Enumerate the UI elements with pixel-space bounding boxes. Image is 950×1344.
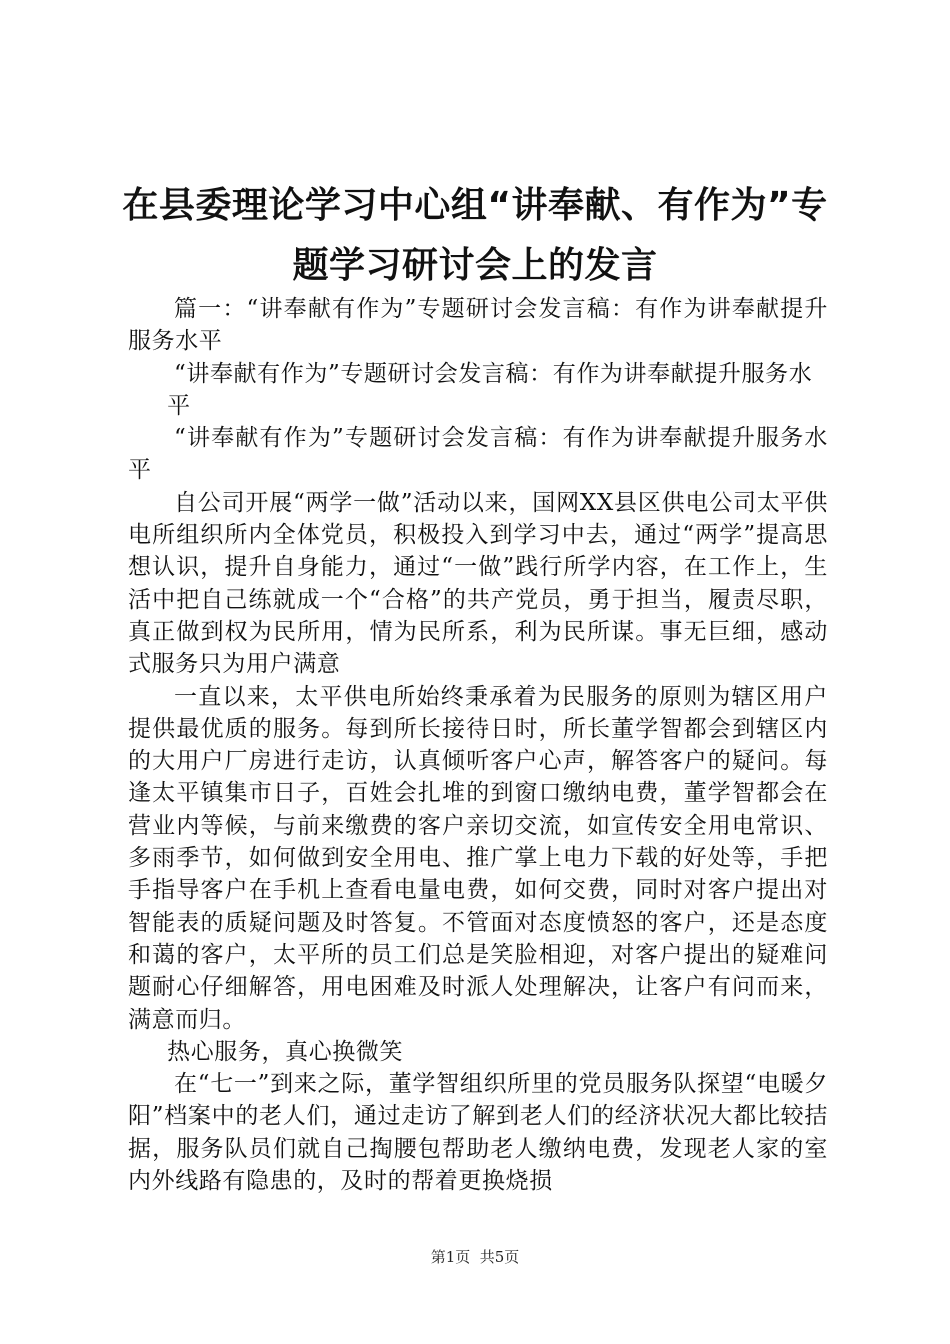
paragraph: 平 <box>167 392 191 419</box>
paragraph: “讲奉献有作为”专题研讨会发言稿：有作为讲奉献提升服务水 <box>174 360 813 387</box>
section-heading: 热心服务，真心换微笑 <box>167 1038 404 1065</box>
title-line-1: 在县委理论学习中心组“讲奉献、有作为”专 <box>122 185 828 226</box>
page-footer <box>0 1247 950 1267</box>
paragraph: 篇一：“讲奉献有作为”专题研讨会发言稿：有作为讲奉献提升服务水平 <box>128 296 828 355</box>
title-line-2: 题学习研讨会上的发言 <box>292 245 658 286</box>
paragraph: 自公司开展“两学一做”活动以来，国网XX县区供电公司太平供电所组织所内全体党员，积极投入到学习中去，通过“两学”提高思想认识，提升自身能力，通过“一做”践行所学内容，在工作上，生活中把自己练就成一个“合格”的共产党员，勇于担当，履责尽职，真正做到权为民所用，情为民所系，利为民所谋。事无巨细，感动式服务只为用户满意 <box>128 489 828 678</box>
document-title <box>120 176 830 296</box>
paragraph: “讲奉献有作为”专题研讨会发言稿：有作为讲奉献提升服务水平 <box>128 425 828 484</box>
paragraph: 一直以来，太平供电所始终秉承着为民服务的原则为辖区用户提供最优质的服务。每到所长接待日时，所长董学智都会到辖区内的大用户厂房进行走访，认真倾听客户心声，解答客户的疑问。每逢太平镇集市日子，百姓会扎堆的到窗口缴纳电费，董学智都会在营业内等候，与前来缴费的客户亲切交流，如宣传安全用电常识、多雨季节，如何做到安全用电、推广掌上电力下载的好处等，手把手指导客户在手机上查看电量电费，如何交费，同时对客户提出对智能表的质疑问题及时答复。不管面对态度愤怒的客户，还是态度和蔼的客户，太平所的员工们总是笑脸相迎，对客户提出的疑难问题耐心仔细解答，用电困难及时派人处理解决，让客户有问而来，满意而归。 <box>128 683 828 1033</box>
document-body <box>128 293 828 1197</box>
paragraph: 在“七一”到来之际，董学智组织所里的党员服务队探望“电暖夕阳”档案中的老人们，通过走访了解到老人们的经济状况大都比较拮据，服务队员们就自己掏腰包帮助老人缴纳电费，发现老人家的室内外线路有隐患的，及时的帮着更换烧损 <box>128 1071 828 1195</box>
page-number: 第1页 共5页 <box>430 1248 520 1266</box>
